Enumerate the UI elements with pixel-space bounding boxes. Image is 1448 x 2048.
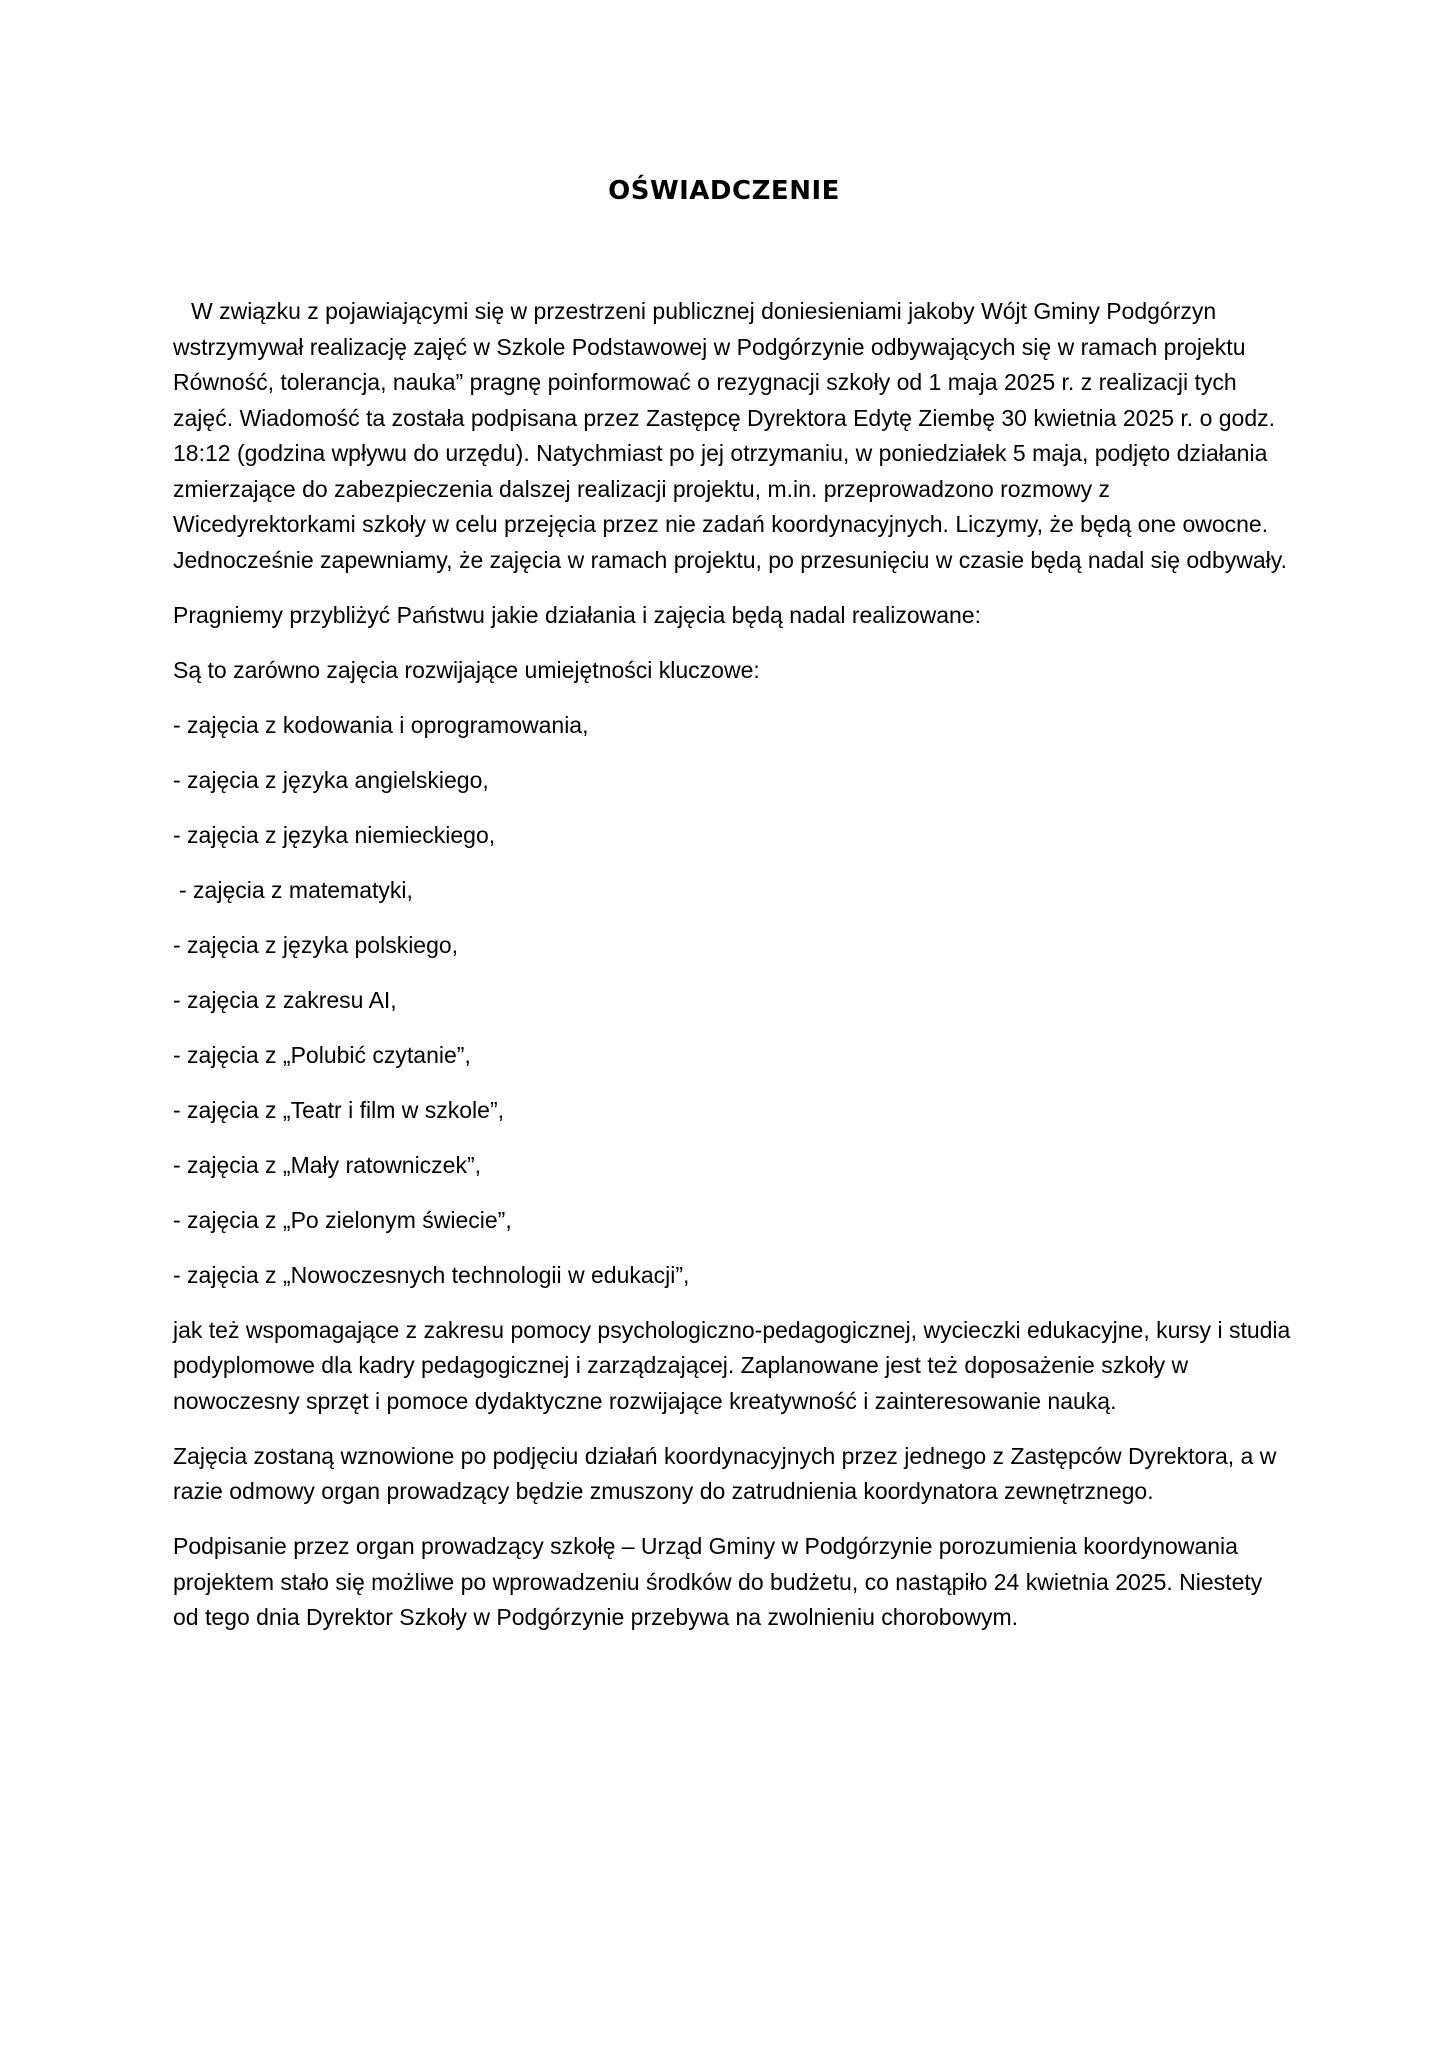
list-item: - zajęcia z matematyki,	[179, 876, 413, 903]
document-body	[173, 294, 1293, 1655]
list-heading: Są to zarówno zajęcia rozwijające umiejętności kluczowe:	[173, 656, 760, 683]
list-item: - zajęcia z języka niemieckiego,	[173, 821, 496, 848]
list-item: - zajęcia z „Teatr i film w szkole”,	[173, 1096, 505, 1123]
list-item: - zajęcia z kodowania i oprogramowania,	[173, 711, 589, 738]
list-item: - zajęcia z „Nowoczesnych technologii w edukacji”,	[173, 1261, 690, 1288]
lead-in-paragraph: Pragniemy przybliżyć Państwu jakie działania i zajęcia będą nadal realizowane:	[173, 601, 981, 628]
closing-paragraph: Podpisanie przez organ prowadzący szkołę – Urząd Gminy w Podgórzynie porozumienia koordynowania projektem stało się możliwe po wprowadzeniu środków do budżetu, co nastąpiło 24 kwietnia 2025. Niestety od tego dnia Dyrektor Szkoły w Podgórzynie przebywa na zwolnieniu chorobowym.	[173, 1533, 1263, 1630]
list-item: - zajęcia z „Polubić czytanie”,	[173, 1041, 471, 1068]
support-paragraph: jak też wspomagające z zakresu pomocy psychologiczno-pedagogicznej, wycieczki edukacyjne, kursy i studia podyplomowe dla kadry pedagogicznej i zarządzającej. Zaplanowane jest też doposażenie szkoły w nowoczesny sprzęt i pomoce dydaktyczne rozwijające kreatywność i zainteresowanie nauką.	[173, 1316, 1291, 1414]
list-item: - zajęcia z zakresu AI,	[173, 986, 397, 1013]
intro-paragraph: W związku z pojawiającymi się w przestrzeni publicznej doniesieniami jakoby Wójt Gminy Podgórzyn wstrzymywał realizację zajęć w Szkole Podstawowej w Podgórzynie odbywających się w ramach projektu Równość, tolerancja, nauka” pragnę poinformować o rezygnacji szkoły od 1 maja 2025 r. z realizacji tych zajęć. Wiadomość ta została podpisana przez Zastępcę Dyrektora Edytę Ziembę 30 kwietnia 2025 r. o godz. 18:12 (godzina wpływu do urzędu). Natychmiast po jej otrzymaniu, w poniedziałek 5 maja, podjęto działania zmierzające do zabezpieczenia dalszej realizacji projektu, m.in. przeprowadzono rozmowy z Wicedyrektorkami szkoły w celu przejęcia przez nie zadań koordynacyjnych. Liczymy, że będą one owocne. Jednocześnie zapewniamy, że zajęcia w ramach projektu, po przesunięciu w czasie będą nadal się odbywały.	[173, 298, 1287, 573]
document-title: OŚWIADCZENIE	[608, 176, 840, 206]
list-item: - zajęcia z „Mały ratowniczek”,	[173, 1151, 482, 1178]
list-item: - zajęcia z „Po zielonym świecie”,	[173, 1206, 512, 1233]
list-item: - zajęcia z języka angielskiego,	[173, 766, 489, 793]
resumption-paragraph: Zajęcia zostaną wznowione po podjęciu działań koordynacyjnych przez jednego z Zastępców Dyrektora, a w razie odmowy organ prowadzący będzie zmuszony do zatrudnienia koordynatora zewnętrznego.	[173, 1442, 1277, 1504]
activities-list	[173, 708, 1293, 1294]
list-item: - zajęcia z języka polskiego,	[173, 931, 459, 958]
